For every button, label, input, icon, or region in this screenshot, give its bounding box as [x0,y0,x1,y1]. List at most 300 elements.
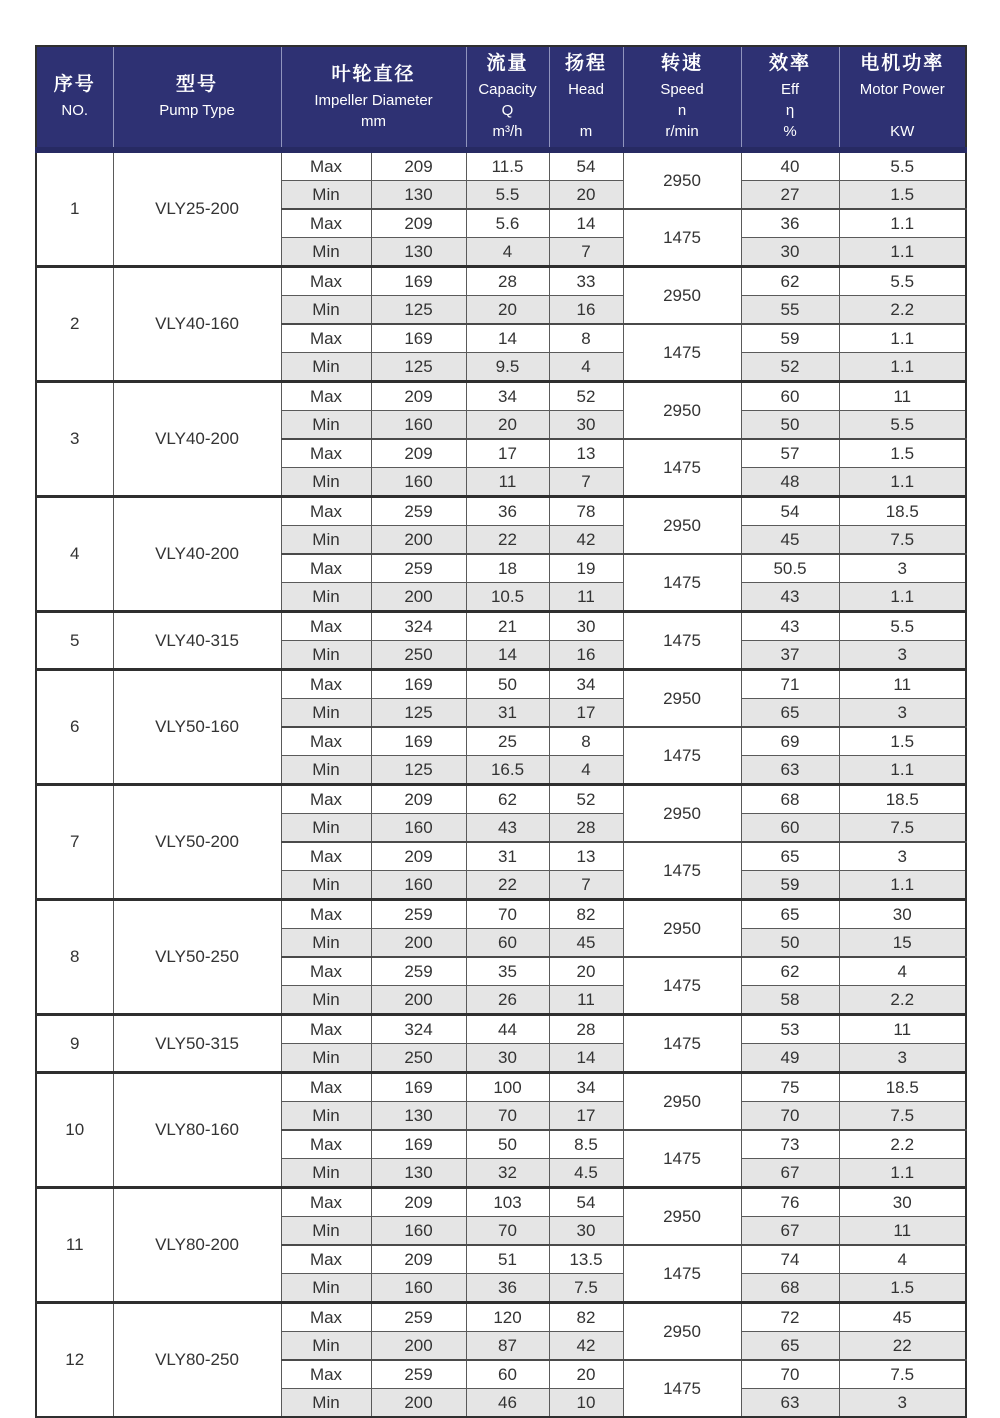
cell-capacity: 16.5 [466,756,549,785]
cell-speed: 2950 [623,150,741,209]
cell-eff: 67 [741,1159,839,1188]
cell-maxmin-label: Max [281,1245,371,1274]
cell-capacity: 87 [466,1332,549,1361]
cell-motor-power: 3 [839,1389,966,1418]
cell-eff: 69 [741,727,839,756]
cell-head: 54 [549,1188,623,1217]
table-row [36,1015,966,1044]
cell-impeller-diameter: 160 [371,468,466,497]
cell-impeller-diameter: 324 [371,1015,466,1044]
cell-eff: 62 [741,957,839,986]
cell-eff: 43 [741,612,839,641]
cell-no: 3 [36,382,113,497]
cell-no: 7 [36,785,113,900]
cell-speed: 1475 [623,1015,741,1073]
cell-impeller-diameter: 125 [371,353,466,382]
cell-pump-type: VLY80-250 [113,1303,281,1418]
col-header-capacity [466,46,549,150]
table-row [36,497,966,526]
cell-impeller-diameter: 250 [371,1044,466,1073]
cell-motor-power: 3 [839,1044,966,1073]
cell-eff: 75 [741,1073,839,1102]
cell-speed: 1475 [623,1130,741,1188]
cell-impeller-diameter: 324 [371,612,466,641]
col-header-motor-power-zh: 电机功率 [860,53,945,74]
cell-head: 13 [549,842,623,871]
cell-impeller-diameter: 169 [371,324,466,353]
cell-maxmin-label: Min [281,814,371,843]
cell-motor-power: 18.5 [839,497,966,526]
cell-speed: 2950 [623,1303,741,1361]
cell-head: 4 [549,756,623,785]
cell-head: 8.5 [549,1130,623,1159]
cell-impeller-diameter: 209 [371,150,466,181]
cell-impeller-diameter: 200 [371,583,466,612]
cell-maxmin-label: Min [281,1102,371,1131]
cell-maxmin-label: Max [281,1073,371,1102]
cell-eff: 54 [741,497,839,526]
cell-maxmin-label: Max [281,1303,371,1332]
cell-eff: 43 [741,583,839,612]
col-header-capacity-zh: 流量 [486,53,529,74]
col-header-pump-type-zh: 型号 [175,74,218,95]
cell-eff: 60 [741,382,839,411]
cell-eff: 76 [741,1188,839,1217]
cell-pump-type: VLY40-315 [113,612,281,670]
cell-pump-type: VLY50-250 [113,900,281,1015]
cell-maxmin-label: Min [281,1217,371,1246]
cell-pump-type: VLY40-160 [113,267,281,382]
cell-head: 17 [549,699,623,728]
col-header-pump-type-en-line: Pump Type [159,102,235,119]
cell-maxmin-label: Max [281,554,371,583]
cell-eff: 73 [741,1130,839,1159]
cell-capacity: 35 [466,957,549,986]
cell-impeller-diameter: 169 [371,267,466,296]
cell-eff: 67 [741,1217,839,1246]
cell-motor-power: 1.5 [839,181,966,210]
cell-maxmin-label: Min [281,181,371,210]
cell-capacity: 21 [466,612,549,641]
cell-capacity: 60 [466,929,549,958]
col-header-impeller-diameter-en-line: mm [361,112,386,130]
cell-eff: 65 [741,842,839,871]
cell-capacity: 5.6 [466,209,549,238]
cell-eff: 36 [741,209,839,238]
cell-impeller-diameter: 130 [371,238,466,267]
cell-head: 17 [549,1102,623,1131]
cell-head: 34 [549,1073,623,1102]
cell-impeller-diameter: 200 [371,1389,466,1418]
col-header-pump-type [113,46,281,150]
col-header-motor-power-en-line: Motor Power [859,81,945,98]
cell-capacity: 9.5 [466,353,549,382]
cell-impeller-diameter: 169 [371,1130,466,1159]
cell-pump-type: VLY50-160 [113,670,281,785]
cell-capacity: 36 [466,1274,549,1303]
cell-motor-power: 1.1 [839,871,966,900]
col-header-head [549,46,623,150]
cell-impeller-diameter: 130 [371,1102,466,1131]
cell-motor-power: 2.2 [839,1130,966,1159]
cell-eff: 59 [741,324,839,353]
cell-impeller-diameter: 169 [371,1073,466,1102]
cell-capacity: 30 [466,1044,549,1073]
cell-motor-power: 30 [839,900,966,929]
cell-eff: 74 [741,1245,839,1274]
cell-maxmin-label: Max [281,497,371,526]
col-header-eff-en-line: Eff [780,81,800,98]
cell-motor-power: 11 [839,1015,966,1044]
cell-impeller-diameter: 259 [371,497,466,526]
cell-head: 52 [549,382,623,411]
cell-speed: 1475 [623,842,741,900]
cell-speed: 2950 [623,497,741,555]
cell-head: 30 [549,1217,623,1246]
cell-eff: 70 [741,1360,839,1389]
cell-capacity: 103 [466,1188,549,1217]
cell-motor-power: 1.1 [839,324,966,353]
cell-maxmin-label: Max [281,727,371,756]
cell-maxmin-label: Min [281,526,371,555]
cell-speed: 2950 [623,267,741,325]
cell-speed: 1475 [623,439,741,497]
cell-head: 13 [549,439,623,468]
cell-impeller-diameter: 125 [371,756,466,785]
table-row [36,1303,966,1332]
cell-eff: 48 [741,468,839,497]
cell-capacity: 70 [466,1217,549,1246]
cell-impeller-diameter: 200 [371,929,466,958]
cell-maxmin-label: Min [281,353,371,382]
cell-head: 7 [549,468,623,497]
cell-motor-power: 7.5 [839,1102,966,1131]
cell-speed: 1475 [623,209,741,267]
cell-impeller-diameter: 200 [371,526,466,555]
cell-speed: 2950 [623,900,741,958]
cell-maxmin-label: Min [281,1332,371,1361]
cell-head: 54 [549,150,623,181]
cell-eff: 57 [741,439,839,468]
cell-capacity: 44 [466,1015,549,1044]
cell-head: 4.5 [549,1159,623,1188]
cell-impeller-diameter: 259 [371,554,466,583]
cell-capacity: 26 [466,986,549,1015]
pump-spec-table [35,45,967,1418]
cell-head: 20 [549,181,623,210]
cell-speed: 1475 [623,612,741,670]
cell-motor-power: 4 [839,957,966,986]
cell-eff: 63 [741,756,839,785]
cell-capacity: 70 [466,900,549,929]
cell-pump-type: VLY80-160 [113,1073,281,1188]
table-row [36,612,966,641]
cell-motor-power: 7.5 [839,814,966,843]
cell-maxmin-label: Min [281,986,371,1015]
cell-speed: 1475 [623,1360,741,1417]
cell-head: 7.5 [549,1274,623,1303]
table-row [36,900,966,929]
col-header-speed-en-line: n [677,102,687,119]
cell-eff: 58 [741,986,839,1015]
col-header-no [36,46,113,150]
cell-head: 33 [549,267,623,296]
cell-motor-power: 7.5 [839,1360,966,1389]
cell-motor-power: 1.1 [839,756,966,785]
cell-head: 42 [549,526,623,555]
cell-pump-type: VLY40-200 [113,497,281,612]
col-header-eff-zh: 效率 [768,53,811,74]
cell-motor-power: 5.5 [839,150,966,181]
cell-head: 28 [549,1015,623,1044]
col-header-speed-en-line: Speed [660,81,704,98]
cell-eff: 71 [741,670,839,699]
col-header-head-zh: 扬程 [564,53,607,74]
col-header-speed-en-line: r/min [665,123,699,140]
cell-maxmin-label: Max [281,209,371,238]
table-row [36,785,966,814]
cell-no: 12 [36,1303,113,1418]
cell-capacity: 10.5 [466,583,549,612]
cell-motor-power: 5.5 [839,612,966,641]
cell-motor-power: 2.2 [839,986,966,1015]
cell-capacity: 14 [466,324,549,353]
col-header-motor-power-en-line [840,100,966,121]
cell-motor-power: 18.5 [839,1073,966,1102]
cell-motor-power: 1.1 [839,353,966,382]
cell-capacity: 28 [466,267,549,296]
cell-head: 7 [549,238,623,267]
cell-head: 45 [549,929,623,958]
cell-capacity: 20 [466,411,549,440]
cell-eff: 50 [741,411,839,440]
col-header-capacity-en-line: Capacity [478,81,537,98]
cell-capacity: 31 [466,842,549,871]
cell-maxmin-label: Min [281,871,371,900]
cell-motor-power: 1.5 [839,727,966,756]
cell-motor-power: 1.1 [839,583,966,612]
cell-motor-power: 5.5 [839,267,966,296]
col-header-speed-zh: 转速 [660,53,703,74]
cell-maxmin-label: Max [281,1360,371,1389]
cell-capacity: 46 [466,1389,549,1418]
col-header-speed [623,46,741,150]
cell-no: 8 [36,900,113,1015]
cell-eff: 55 [741,296,839,325]
cell-head: 30 [549,612,623,641]
cell-capacity: 34 [466,382,549,411]
col-header-head-en-line: Head [568,81,604,98]
cell-capacity: 60 [466,1360,549,1389]
cell-maxmin-label: Min [281,1389,371,1418]
col-header-eff-en-line: % [783,123,797,140]
cell-capacity: 5.5 [466,181,549,210]
cell-motor-power: 1.5 [839,1274,966,1303]
cell-eff: 37 [741,641,839,670]
cell-no: 4 [36,497,113,612]
cell-maxmin-label: Min [281,468,371,497]
cell-eff: 30 [741,238,839,267]
cell-impeller-diameter: 160 [371,1217,466,1246]
cell-pump-type: VLY50-200 [113,785,281,900]
cell-eff: 68 [741,1274,839,1303]
cell-eff: 50.5 [741,554,839,583]
cell-eff: 65 [741,900,839,929]
cell-speed: 1475 [623,1245,741,1303]
col-header-impeller-diameter [281,46,466,150]
cell-capacity: 50 [466,1130,549,1159]
cell-head: 82 [549,900,623,929]
col-header-capacity-en-line: Q [501,102,514,119]
cell-eff: 50 [741,929,839,958]
cell-maxmin-label: Min [281,411,371,440]
cell-speed: 2950 [623,1073,741,1131]
cell-eff: 40 [741,150,839,181]
cell-head: 52 [549,785,623,814]
cell-head: 42 [549,1332,623,1361]
cell-motor-power: 22 [839,1332,966,1361]
cell-maxmin-label: Min [281,756,371,785]
cell-motor-power: 1.1 [839,468,966,497]
cell-maxmin-label: Max [281,785,371,814]
cell-maxmin-label: Min [281,699,371,728]
col-header-capacity-en-line: m³/h [492,123,523,140]
cell-eff: 72 [741,1303,839,1332]
cell-eff: 27 [741,181,839,210]
cell-maxmin-label: Max [281,267,371,296]
cell-impeller-diameter: 130 [371,1159,466,1188]
cell-no: 5 [36,612,113,670]
cell-speed: 1475 [623,324,741,382]
cell-no: 2 [36,267,113,382]
cell-head: 4 [549,353,623,382]
cell-eff: 68 [741,785,839,814]
cell-maxmin-label: Min [281,296,371,325]
cell-motor-power: 1.1 [839,209,966,238]
cell-motor-power: 30 [839,1188,966,1217]
col-header-motor-power-en-line: KW [890,123,915,140]
cell-speed: 1475 [623,727,741,785]
cell-speed: 2950 [623,1188,741,1246]
cell-pump-type: VLY25-200 [113,150,281,267]
col-header-eff [741,46,839,150]
cell-motor-power: 7.5 [839,526,966,555]
cell-capacity: 50 [466,670,549,699]
cell-maxmin-label: Max [281,900,371,929]
cell-impeller-diameter: 209 [371,785,466,814]
col-header-impeller-diameter-en-line: Impeller Diameter [314,91,433,109]
col-header-eff-en-line: η [785,102,795,119]
cell-motor-power: 1.1 [839,1159,966,1188]
cell-impeller-diameter: 209 [371,439,466,468]
cell-impeller-diameter: 250 [371,641,466,670]
cell-eff: 59 [741,871,839,900]
cell-head: 20 [549,1360,623,1389]
cell-impeller-diameter: 259 [371,957,466,986]
cell-capacity: 25 [466,727,549,756]
col-header-no-en-line: NO. [61,102,89,119]
cell-head: 10 [549,1389,623,1418]
cell-eff: 65 [741,1332,839,1361]
cell-motor-power: 3 [839,554,966,583]
cell-eff: 45 [741,526,839,555]
cell-maxmin-label: Max [281,1188,371,1217]
cell-head: 19 [549,554,623,583]
cell-impeller-diameter: 209 [371,209,466,238]
cell-capacity: 120 [466,1303,549,1332]
cell-impeller-diameter: 209 [371,1245,466,1274]
cell-head: 16 [549,296,623,325]
cell-capacity: 11 [466,468,549,497]
cell-impeller-diameter: 160 [371,871,466,900]
cell-capacity: 22 [466,871,549,900]
cell-head: 28 [549,814,623,843]
cell-motor-power: 2.2 [839,296,966,325]
cell-motor-power: 15 [839,929,966,958]
cell-capacity: 62 [466,785,549,814]
col-header-head-en-line [550,100,623,121]
cell-impeller-diameter: 259 [371,900,466,929]
cell-maxmin-label: Min [281,1044,371,1073]
cell-no: 6 [36,670,113,785]
cell-impeller-diameter: 125 [371,296,466,325]
cell-capacity: 18 [466,554,549,583]
col-header-no-zh: 序号 [53,74,96,95]
table-row [36,150,966,181]
cell-head: 8 [549,727,623,756]
cell-impeller-diameter: 160 [371,411,466,440]
cell-motor-power: 18.5 [839,785,966,814]
cell-head: 7 [549,871,623,900]
cell-pump-type: VLY50-315 [113,1015,281,1073]
cell-motor-power: 5.5 [839,411,966,440]
cell-maxmin-label: Min [281,1274,371,1303]
col-header-motor-power [839,46,966,150]
cell-capacity: 43 [466,814,549,843]
cell-maxmin-label: Min [281,1159,371,1188]
cell-maxmin-label: Max [281,670,371,699]
table-row [36,1188,966,1217]
cell-impeller-diameter: 209 [371,382,466,411]
cell-impeller-diameter: 160 [371,1274,466,1303]
cell-impeller-diameter: 169 [371,670,466,699]
cell-no: 10 [36,1073,113,1188]
cell-impeller-diameter: 200 [371,1332,466,1361]
cell-capacity: 100 [466,1073,549,1102]
cell-capacity: 17 [466,439,549,468]
cell-motor-power: 45 [839,1303,966,1332]
cell-motor-power: 3 [839,641,966,670]
cell-eff: 49 [741,1044,839,1073]
cell-head: 78 [549,497,623,526]
cell-pump-type: VLY80-200 [113,1188,281,1303]
cell-impeller-diameter: 259 [371,1360,466,1389]
cell-capacity: 32 [466,1159,549,1188]
cell-impeller-diameter: 169 [371,727,466,756]
cell-motor-power: 1.1 [839,238,966,267]
cell-eff: 63 [741,1389,839,1418]
table-row [36,382,966,411]
cell-eff: 52 [741,353,839,382]
cell-capacity: 14 [466,641,549,670]
cell-maxmin-label: Max [281,439,371,468]
cell-maxmin-label: Min [281,583,371,612]
cell-head: 82 [549,1303,623,1332]
cell-capacity: 11.5 [466,150,549,181]
cell-motor-power: 4 [839,1245,966,1274]
cell-maxmin-label: Max [281,1015,371,1044]
cell-head: 14 [549,1044,623,1073]
